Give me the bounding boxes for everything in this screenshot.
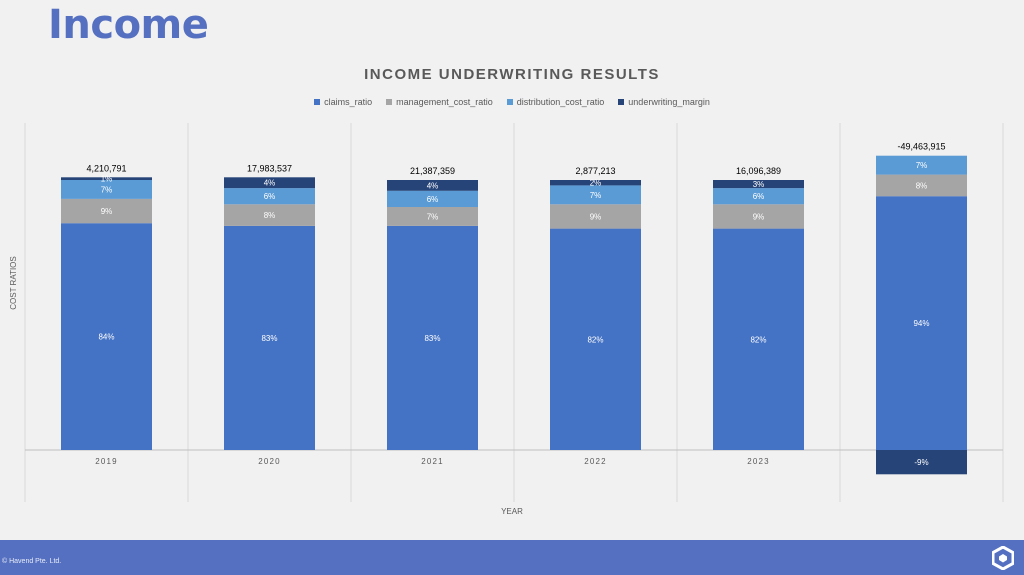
data-label-claims-ratio: 84% (98, 332, 115, 342)
data-label-underwriting-margin: 1% (100, 174, 113, 184)
data-label-distribution-cost-ratio: 7% (589, 190, 602, 200)
data-label-underwriting-margin: 4% (263, 178, 276, 188)
page-title: Income (48, 2, 209, 48)
x-tick-label: 2019 (95, 457, 118, 466)
data-label-distribution-cost-ratio: 6% (263, 192, 276, 202)
data-label-underwriting-margin: -9% (914, 458, 929, 468)
data-label-distribution-cost-ratio: 6% (752, 192, 765, 202)
x-tick-label: 2020 (258, 457, 281, 466)
y-axis-title: COST RATIOS (9, 256, 18, 310)
x-tick-label: 2023 (747, 457, 770, 466)
bar-total-label: -49,463,915 (897, 141, 946, 152)
data-label-claims-ratio: 94% (913, 319, 930, 329)
data-label-management-cost-ratio: 9% (100, 207, 113, 217)
data-label-claims-ratio: 83% (261, 333, 278, 343)
data-label-claims-ratio: 83% (424, 333, 441, 343)
bar-total-label: 4,210,791 (86, 163, 127, 174)
data-label-distribution-cost-ratio: 6% (426, 194, 439, 204)
data-label-management-cost-ratio: 8% (263, 211, 276, 221)
data-label-underwriting-margin: 3% (752, 180, 765, 190)
bar-total-label: 16,096,389 (735, 166, 782, 176)
bar-total-label: 21,387,359 (409, 166, 456, 176)
data-label-distribution-cost-ratio: 7% (915, 161, 928, 171)
chart-title: INCOME UNDERWRITING RESULTS (364, 66, 660, 83)
data-label-underwriting-margin: 4% (426, 181, 439, 191)
x-tick-label: 2022 (584, 457, 607, 466)
x-tick-label: 2021 (421, 457, 444, 466)
data-label-distribution-cost-ratio: 7% (100, 185, 113, 195)
data-label-management-cost-ratio: 9% (589, 212, 602, 222)
bar-total-label: 17,983,537 (246, 163, 293, 174)
legend-label-underwriting-margin: underwriting_margin (628, 97, 710, 107)
footer-copyright: © Havend Pte. Ltd. (2, 558, 62, 565)
x-axis-title: YEAR (501, 507, 523, 516)
legend-label-claims-ratio: claims_ratio (324, 97, 373, 107)
data-label-claims-ratio: 82% (750, 335, 767, 345)
footer-bar (0, 540, 1024, 575)
bar-total-label: 2,877,213 (575, 166, 616, 176)
data-label-management-cost-ratio: 7% (426, 212, 439, 222)
data-label-management-cost-ratio: 9% (752, 212, 765, 222)
legend-label-distribution-cost-ratio: distribution_cost_ratio (516, 97, 605, 107)
data-label-claims-ratio: 82% (587, 335, 604, 345)
company-logo-icon (992, 546, 1014, 570)
data-label-underwriting-margin: 2% (589, 178, 602, 188)
legend-label-management-cost-ratio: management_cost_ratio (396, 97, 493, 107)
data-label-management-cost-ratio: 8% (915, 181, 928, 191)
